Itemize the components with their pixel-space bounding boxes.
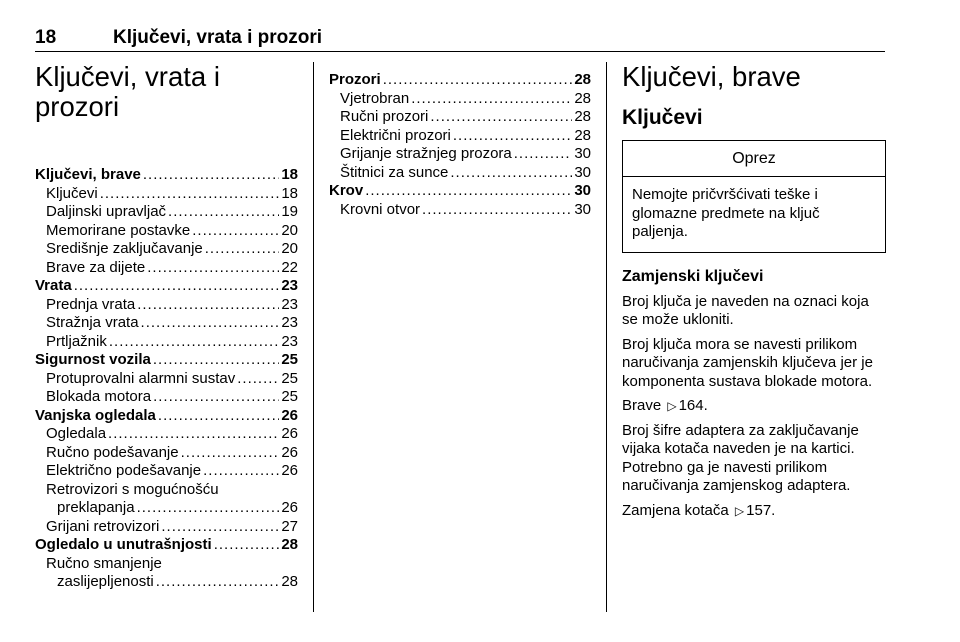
toc-leader-dots <box>205 240 280 259</box>
toc-entry-label: Ručno podešavanje <box>46 443 179 461</box>
toc-entry[interactable] <box>35 277 298 296</box>
toc-entry-page: 23 <box>281 277 298 294</box>
toc-entry-label: Krovni otvor <box>340 200 421 218</box>
toc-entry-page: 23 <box>281 314 298 331</box>
toc-leader-dots <box>153 388 279 407</box>
replacement-keys-heading: Zamjenski ključevi <box>622 267 764 285</box>
toc-entry-page: 28 <box>281 536 298 553</box>
toc-entry-page: 26 <box>281 462 298 479</box>
toc-entry-label: zaslijepljenosti <box>57 573 154 590</box>
table-of-contents-continued <box>329 71 591 219</box>
toc-entry[interactable] <box>35 185 298 204</box>
toc-entry-label: Ključevi <box>46 184 98 202</box>
toc-entry-label: Vanjska ogledala <box>35 406 156 424</box>
toc-leader-dots <box>365 182 572 201</box>
toc-entry[interactable] <box>35 351 298 370</box>
toc-entry-label: Vjetrobran <box>340 89 410 107</box>
toc-entry[interactable] <box>35 203 298 222</box>
toc-leader-dots <box>153 351 279 370</box>
toc-leader-dots <box>450 164 572 183</box>
toc-entry[interactable] <box>35 222 298 241</box>
toc-entry-page: 28 <box>574 126 591 144</box>
toc-entry-page: 25 <box>281 388 298 405</box>
toc-entry-label: Retrovizori s mogućnošću <box>46 480 219 498</box>
toc-entry-label: Sigurnost vozila <box>35 351 151 368</box>
toc-entry[interactable] <box>329 71 591 90</box>
table-of-contents <box>35 166 298 592</box>
section-title: Ključevi, brave <box>622 61 801 92</box>
chapter-title: Ključevi, vrata i prozori <box>113 27 323 48</box>
toc-entry-page: 26 <box>281 425 298 442</box>
toc-entry-label: Električni prozori <box>340 126 451 144</box>
toc-entry-page: 25 <box>281 351 298 368</box>
toc-leader-dots <box>100 185 280 204</box>
toc-entry-label: Prtljažnik <box>46 332 107 350</box>
toc-entry[interactable] <box>35 462 298 481</box>
toc-entry[interactable] <box>35 333 298 352</box>
toc-entry-label: Ogledalo u unutrašnjosti <box>35 536 212 553</box>
toc-entry-label: Ključevi, brave <box>35 166 141 183</box>
page-reference-icon: ▷ <box>734 503 745 518</box>
toc-entry[interactable] <box>35 425 298 444</box>
toc-entry[interactable] <box>35 444 298 463</box>
toc-leader-dots <box>453 127 572 146</box>
column-divider-2 <box>606 62 607 612</box>
toc-entry-page: 22 <box>281 258 298 276</box>
toc-entry-label: Štitnici za sunce <box>340 163 449 181</box>
page-number: 18 <box>35 27 57 48</box>
cross-reference[interactable]: Zamjena kotača ▷ 157. <box>622 501 776 519</box>
toc-entry-page: 28 <box>574 71 591 88</box>
toc-entry[interactable] <box>35 296 298 315</box>
toc-entry-page: 20 <box>281 240 298 257</box>
toc-leader-dots <box>203 462 279 481</box>
page-reference-icon: ▷ <box>667 399 677 413</box>
toc-entry-page: 20 <box>281 221 298 239</box>
toc-entry[interactable] <box>35 259 298 278</box>
toc-entry-label: Ručno smanjenje <box>46 554 162 572</box>
toc-entry-label: Daljinski upravljač <box>46 203 167 220</box>
toc-leader-dots <box>181 444 280 463</box>
toc-entry[interactable] <box>329 127 591 146</box>
page-header <box>35 27 885 53</box>
toc-entry-label: Prozori <box>329 71 381 88</box>
toc-entry[interactable] <box>35 388 298 407</box>
toc-entry-page: 28 <box>574 89 591 107</box>
header-rule <box>35 51 885 52</box>
toc-entry[interactable] <box>35 555 298 574</box>
toc-entry[interactable] <box>35 407 298 426</box>
toc-leader-dots <box>137 499 280 518</box>
toc-entry-page: 26 <box>281 443 298 461</box>
toc-entry-label: Električno podešavanje <box>46 462 202 479</box>
toc-entry-label: Stražnja vrata <box>46 314 139 331</box>
toc-leader-dots <box>192 222 279 241</box>
toc-entry-label: Ručni prozori <box>340 108 429 125</box>
toc-leader-dots <box>161 518 279 537</box>
toc-leader-dots <box>109 333 279 352</box>
toc-entry-page: 30 <box>574 163 591 181</box>
toc-leader-dots <box>514 145 573 164</box>
toc-entry-page: 19 <box>281 203 298 220</box>
toc-entry-page: 30 <box>574 200 591 218</box>
toc-entry-label: Blokada motora <box>46 388 152 405</box>
toc-entry-label: Središnje zaključavanje <box>46 240 203 257</box>
toc-entry-label: Grijani retrovizori <box>46 517 160 535</box>
toc-leader-dots <box>168 203 279 222</box>
toc-entry-label: Vrata <box>35 277 72 294</box>
toc-entry[interactable] <box>329 145 591 164</box>
paragraph: Broj ključa je naveden na oznaci koja se može ukloniti. <box>622 292 869 328</box>
caution-heading: Oprez <box>623 141 885 177</box>
toc-entry-label: preklapanja <box>57 499 135 516</box>
toc-entry[interactable] <box>329 90 591 109</box>
column-divider-1 <box>313 62 314 612</box>
toc-leader-dots <box>411 90 572 109</box>
toc-entry[interactable] <box>329 108 591 127</box>
cross-reference[interactable]: Brave ▷ 164. <box>622 397 708 414</box>
toc-entry-page: 26 <box>281 499 298 516</box>
toc-entry[interactable] <box>329 201 591 220</box>
toc-entry[interactable] <box>35 370 298 389</box>
toc-entry[interactable] <box>35 499 298 518</box>
toc-entry[interactable] <box>35 573 298 592</box>
toc-entry-label: Ogledala <box>46 425 107 442</box>
toc-entry-label: Grijanje stražnjeg prozora <box>340 145 512 162</box>
toc-entry-page: 28 <box>574 108 591 125</box>
column-section <box>622 62 886 526</box>
toc-entry-page: 28 <box>281 573 298 590</box>
toc-leader-dots <box>137 296 279 315</box>
toc-entry-label: Brave za dijete <box>46 258 146 276</box>
toc-entry[interactable] <box>35 166 298 185</box>
chapter-heading: Ključevi, vrata i prozori <box>35 61 220 122</box>
toc-leader-dots <box>383 71 573 90</box>
toc-leader-dots <box>74 277 280 296</box>
toc-entry[interactable] <box>329 164 591 183</box>
toc-entry-page: 30 <box>574 182 591 199</box>
toc-leader-dots <box>147 259 279 278</box>
column-contents-continued <box>329 71 591 219</box>
toc-entry-page: 23 <box>281 295 298 313</box>
column-contents <box>35 62 298 592</box>
toc-entry[interactable] <box>35 314 298 333</box>
toc-leader-dots <box>237 370 279 389</box>
toc-leader-dots <box>143 166 279 185</box>
toc-entry-label: Prednja vrata <box>46 295 136 313</box>
toc-entry[interactable] <box>35 240 298 259</box>
toc-entry-page: 27 <box>281 517 298 535</box>
toc-entry[interactable] <box>35 518 298 537</box>
toc-entry[interactable] <box>35 536 298 555</box>
toc-entry[interactable] <box>329 182 591 201</box>
toc-entry-page: 30 <box>574 145 591 162</box>
toc-entry-page: 18 <box>281 184 298 202</box>
toc-leader-dots <box>156 573 280 592</box>
section-subtitle: Ključevi <box>622 106 703 129</box>
toc-leader-dots <box>422 201 572 220</box>
toc-leader-dots <box>108 425 279 444</box>
toc-leader-dots <box>430 108 572 127</box>
paragraph: Broj šifre adaptera za zaključavanje vijaka kotača naveden je na kartici. Potrebno ga je navesti prilikom naručivanja zamjenskog adaptera. <box>622 421 859 494</box>
toc-entry-page: 23 <box>281 332 298 350</box>
toc-entry-label: Protuprovalni alarmni sustav <box>46 369 236 387</box>
toc-entry-page: 25 <box>281 369 298 387</box>
toc-entry-label: Krov <box>329 182 364 199</box>
toc-leader-dots <box>141 314 280 333</box>
toc-leader-dots <box>158 407 279 426</box>
toc-entry[interactable] <box>35 481 298 500</box>
toc-entry-page: 26 <box>281 406 298 424</box>
toc-entry-page: 18 <box>281 166 298 183</box>
toc-leader-dots <box>214 536 280 555</box>
caution-box <box>622 140 886 253</box>
caution-text: Nemojte pričvršćivati teške i glomazne predmete na ključ paljenja. <box>632 186 820 240</box>
paragraph: Broj ključa mora se navesti prilikom naručivanja zamjenskih ključeva jer je komponenta sustava blokade motora. <box>622 335 873 390</box>
toc-entry-label: Memorirane postavke <box>46 221 191 239</box>
